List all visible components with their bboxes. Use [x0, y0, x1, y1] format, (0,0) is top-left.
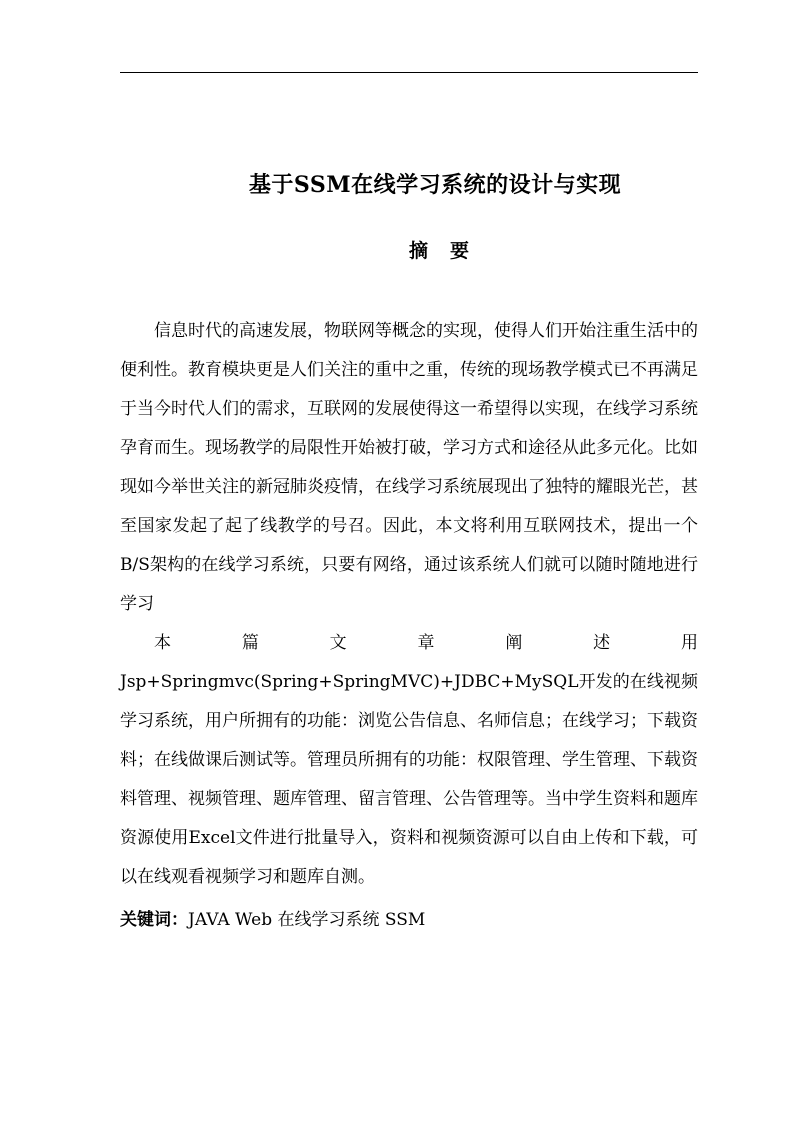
abstract-paragraph-1: 信息时代的高速发展，物联网等概念的实现，使得人们开始注重生活中的便利性。教育模块更是人们关注的重中之重，传统的现场教学模式已不再满足于当今时代人们的需求，互联网的发展使得这一希望得以实现，在线学习系统孕育而生。现场教学的局限性开始被打破，学习方式和途径从此多元化。比如现如今举世关注的新冠肺炎疫情，在线学习系统展现出了独特的耀眼光芒，甚至国家发起了起了线教学的号召。因此，本文将利用互联网技术，提出一个B/S架构的在线学习系统，只要有网络，通过该系统人们就可以随时随地进行学习 — [120, 321, 698, 614]
abstract-body — [120, 312, 698, 940]
abstract-heading: 摘要 — [408, 240, 491, 262]
abstract-paragraph-2: 本篇文章阐述用Jsp+Springmvc(Spring+SpringMVC)+JDBC+MySQL开发的在线视频学习系统，用户所拥有的功能：浏览公告信息、名师信息；在线学习；下载资料；在线做课后测试等。管理员所拥有的功能：权限管理、学生管理、下载资料管理、视频管理、题库管理、留言管理、公告管理等。当中学生资料和题库资源使用Excel文件进行批量导入，资料和视频资源可以自由上传和下载，可以在线观看视频学习和题库自测。 — [120, 633, 698, 887]
header-rule — [120, 72, 698, 73]
keywords-value: JAVA Web 在线学习系统 SSM — [188, 910, 426, 930]
keywords-label: 关键词： — [120, 910, 188, 930]
page-title: 基于SSM在线学习系统的设计与实现 — [248, 172, 622, 198]
keywords-line — [120, 901, 698, 940]
